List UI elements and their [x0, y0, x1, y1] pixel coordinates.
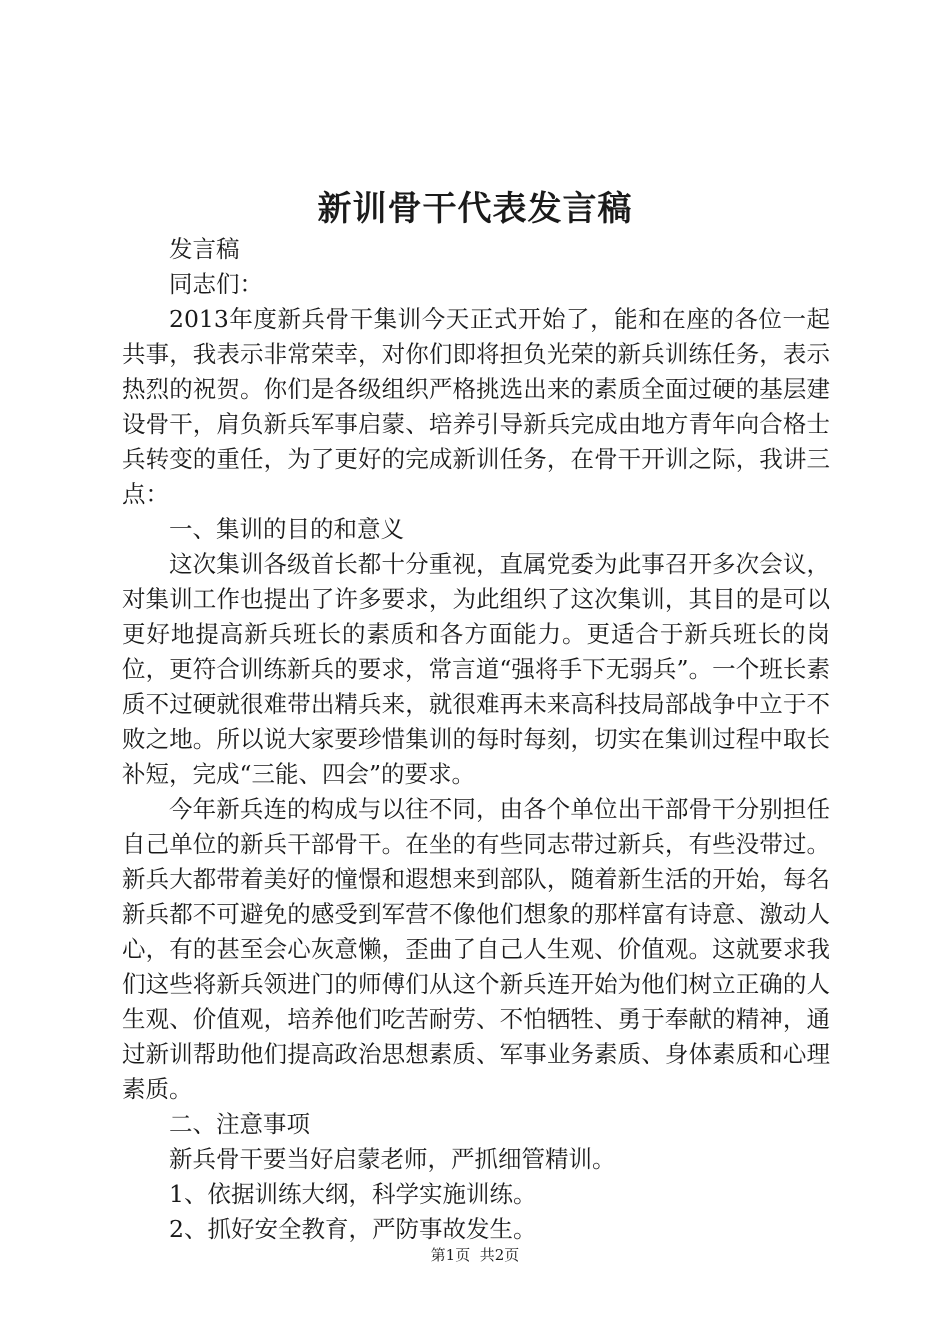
list-item-2: 2、抓好安全教育，严防事故发生。 — [169, 1215, 537, 1243]
section-heading-1: 一、集训的目的和意义 — [169, 515, 404, 543]
list-item-1: 1、依据训练大纲，科学实施训练。 — [169, 1180, 537, 1208]
page-number: 第1页 — [430, 1246, 471, 1264]
paragraph-purpose: 这次集训各级首长都十分重视，直属党委为此事召开多次会议，对集训工作也提出了许多要求，为此组织了这次集训，其目的是可以更好地提高新兵班长的素质和各方面能力。更适合于新兵班长的岗位，更符合训练新兵的要求，常言道“强将手下无弱兵”。一个班长素质不过硬就很难带出精兵来，就很难再未来高科技局部战争中立于不败之地。所以说大家要珍惜集训的每时每刻，切实在集训过程中取长补短，完成“三能、四会”的要求。 — [122, 550, 830, 788]
page-footer — [0, 1243, 950, 1267]
paragraph-notes: 新兵骨干要当好启蒙老师，严抓细管精训。 — [169, 1145, 616, 1173]
page-total: 共2页 — [479, 1246, 520, 1264]
paragraph-salutation: 同志们： — [169, 270, 263, 298]
section-heading-2: 二、注意事项 — [169, 1110, 310, 1138]
paragraph-intro: 2013年度新兵骨干集训今天正式开始了，能和在座的各位一起共事，我表示非常荣幸，对你们即将担负光荣的新兵训练任务，表示热烈的祝贺。你们是各级组织严格挑选出来的素质全面过硬的基层建设骨干，肩负新兵军事启蒙、培养引导新兵完成由地方青年向合格士兵转变的重任，为了更好的完成新训任务，在骨干开训之际，我讲三点： — [122, 305, 830, 508]
document-body — [122, 232, 830, 1247]
paragraph-composition: 今年新兵连的构成与以往不同，由各个单位出干部骨干分别担任自己单位的新兵干部骨干。在坐的有些同志带过新兵，有些没带过。新兵大都带着美好的憧憬和遐想来到部队，随着新生活的开始，每名新兵都不可避免的感受到军营不像他们想象的那样富有诗意、激动人心，有的甚至会心灰意懒，歪曲了自己人生观、价值观。这就要求我们这些将新兵领进门的师傅们从这个新兵连开始为他们树立正确的人生观、价值观，培养他们吃苦耐劳、不怕牺牲、勇于奉献的精神，通过新训帮助他们提高政治思想素质、军事业务素质、身体素质和心理素质。 — [122, 795, 830, 1103]
paragraph-heading-label: 发言稿 — [169, 235, 240, 263]
document-title: 新训骨干代表发言稿 — [317, 189, 633, 229]
